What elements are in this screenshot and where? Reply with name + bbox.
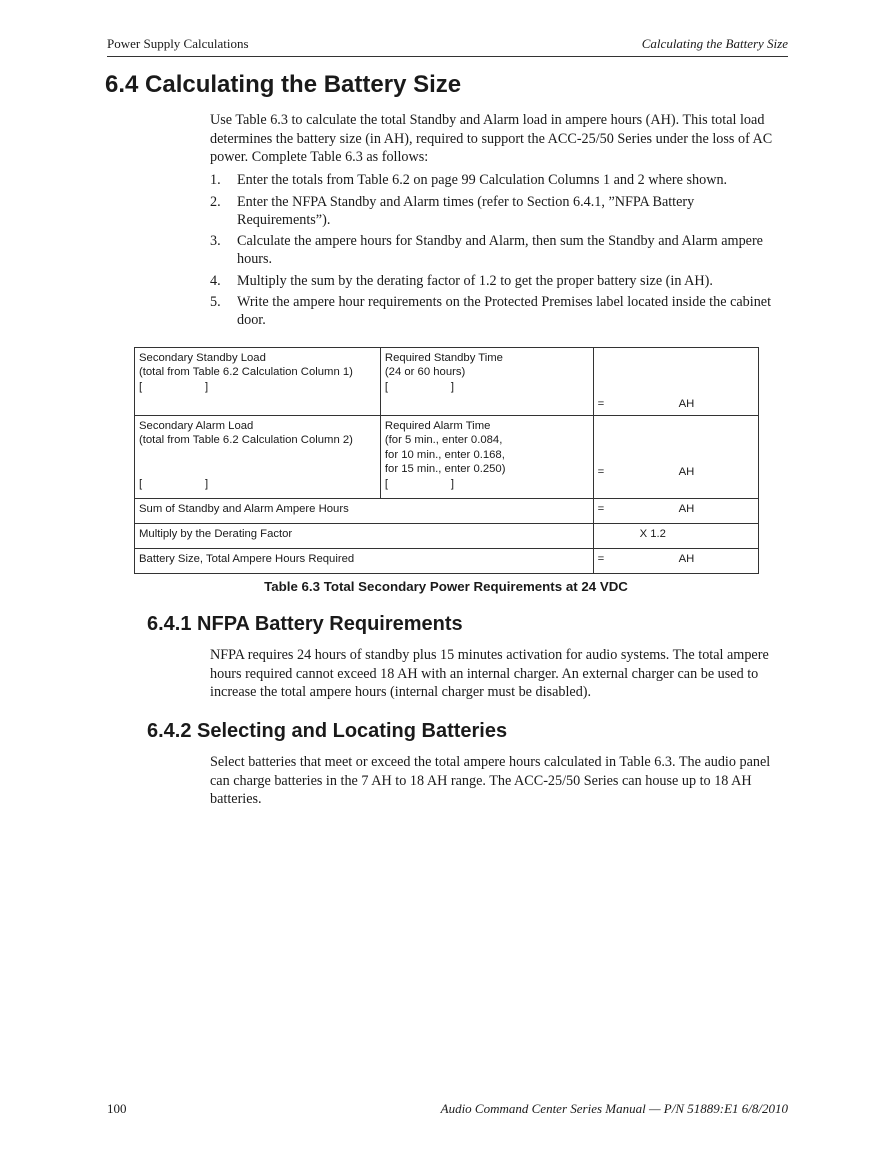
standby-load-note: (total from Table 6.2 Calculation Column 1) [139, 366, 353, 379]
bracket-open: [ [384, 477, 389, 490]
unit-label: AH [678, 397, 695, 410]
nfpa-paragraph: NFPA requires 24 hours of standby plus 15 minutes activation for audio systems. The total ampere hours required cannot exceed 18 AH with an internal charger. An external charger can be used to increase the total ampere hours (internal charger must be disabled). [210, 647, 769, 700]
header-section: Calculating the Battery Size [641, 36, 788, 51]
sum-result-cell [593, 499, 758, 524]
derating-factor-value: X 1.2 [639, 528, 666, 540]
step-number: 1. [210, 172, 221, 188]
bracket-close: ] [450, 380, 455, 393]
step-item [210, 272, 790, 290]
alarm-load-entry [139, 477, 376, 491]
alarm-time-option-5: (for 5 min., enter 0.084, [384, 434, 503, 447]
standby-load-cell [135, 348, 381, 416]
unit-label: AH [678, 503, 695, 515]
steps-list [210, 171, 790, 333]
step-number: 5. [210, 294, 221, 310]
alarm-time-option-10: for 10 min., enter 0.168, [384, 448, 505, 461]
alarm-time-label: Required Alarm Time [384, 420, 491, 432]
bracket-close: ] [205, 380, 209, 393]
header-chapter: Power Supply Calculations [107, 36, 249, 51]
step-number: 2. [210, 193, 221, 210]
alarm-time-entry [385, 477, 589, 491]
page-number: 100 [107, 1101, 127, 1116]
selecting-section-title: 6.4.2 Selecting and Locating Batteries [147, 720, 508, 742]
standby-row [135, 348, 759, 416]
bracket-close: ] [450, 477, 455, 490]
step-number: 3. [210, 233, 221, 249]
step-item [210, 171, 790, 189]
derating-factor-cell [593, 524, 758, 549]
alarm-load-cell [135, 416, 381, 499]
battery-calculation-table [134, 347, 759, 574]
derating-label-cell: Multiply by the Derating Factor [135, 524, 594, 549]
unit-label: AH [678, 553, 695, 565]
standby-load-entry [139, 380, 376, 394]
equals-sign: = [597, 553, 605, 565]
standby-time-label: Required Standby Time [384, 352, 503, 364]
alarm-result-cell [593, 416, 758, 499]
bracket-open: [ [139, 380, 143, 393]
step-text: Write the ampere hour requirements on the Protected Premises label located inside the cabinet door. [237, 294, 772, 328]
equals-sign: = [597, 503, 605, 515]
alarm-time-cell [380, 416, 593, 499]
selecting-paragraph: Select batteries that meet or exceed the total ampere hours calculated in Table 6.3. The audio panel can charge batteries in the 7 AH to 18 AH range. The ACC-25/50 Series can house up to 18 AH batteries. [210, 754, 771, 807]
table-caption: Table 6.3 Total Secondary Power Requirements at 24 VDC [264, 579, 628, 594]
step-text: Calculate the ampere hours for Standby and Alarm, then sum the Standby and Alarm ampere hours. [237, 233, 763, 267]
standby-result-cell [593, 348, 758, 416]
total-label-cell: Battery Size, Total Ampere Hours Required [135, 549, 594, 574]
step-item [210, 232, 790, 268]
manual-reference: Audio Command Center Series Manual — P/N 51889:E1 6/8/2010 [440, 1101, 788, 1116]
running-header [107, 36, 788, 57]
alarm-row [135, 416, 759, 499]
total-row [135, 549, 759, 574]
derating-row [135, 524, 759, 549]
standby-time-note: (24 or 60 hours) [384, 366, 466, 379]
equals-sign: = [597, 397, 605, 410]
bracket-close: ] [205, 477, 209, 490]
standby-load-label: Secondary Standby Load [139, 352, 266, 364]
step-text: Multiply the sum by the derating factor of 1.2 to get the proper battery size (in AH). [237, 272, 713, 289]
unit-label: AH [678, 465, 695, 478]
standby-time-cell [380, 348, 593, 416]
bracket-open: [ [384, 380, 389, 393]
total-result-cell [593, 549, 758, 574]
alarm-load-label: Secondary Alarm Load [139, 420, 254, 432]
step-item [210, 193, 790, 229]
intro-paragraph: Use Table 6.3 to calculate the total Standby and Alarm load in ampere hours (AH). This total load determines the battery size (in AH), required to support the ACC-25/50 Series under the loss of AC power. Complete Table 6.3 as follows: [210, 112, 773, 165]
bracket-open: [ [139, 477, 143, 490]
alarm-time-option-15: for 15 min., enter 0.250) [384, 463, 506, 476]
step-number: 4. [210, 272, 221, 289]
nfpa-section-title: 6.4.1 NFPA Battery Requirements [147, 613, 463, 635]
section-title: 6.4 Calculating the Battery Size [105, 71, 462, 98]
alarm-load-note: (total from Table 6.2 Calculation Column 2) [139, 434, 353, 447]
standby-time-entry [385, 380, 589, 394]
sum-row [135, 499, 759, 524]
step-text: Enter the totals from Table 6.2 on page 99 Calculation Columns 1 and 2 where shown. [237, 172, 728, 188]
sum-label-cell: Sum of Standby and Alarm Ampere Hours [135, 499, 594, 524]
step-text: Enter the NFPA Standby and Alarm times (refer to Section 6.4.1, ”NFPA Battery Requirements”). [237, 193, 695, 228]
step-item [210, 293, 790, 329]
equals-sign: = [597, 465, 605, 478]
